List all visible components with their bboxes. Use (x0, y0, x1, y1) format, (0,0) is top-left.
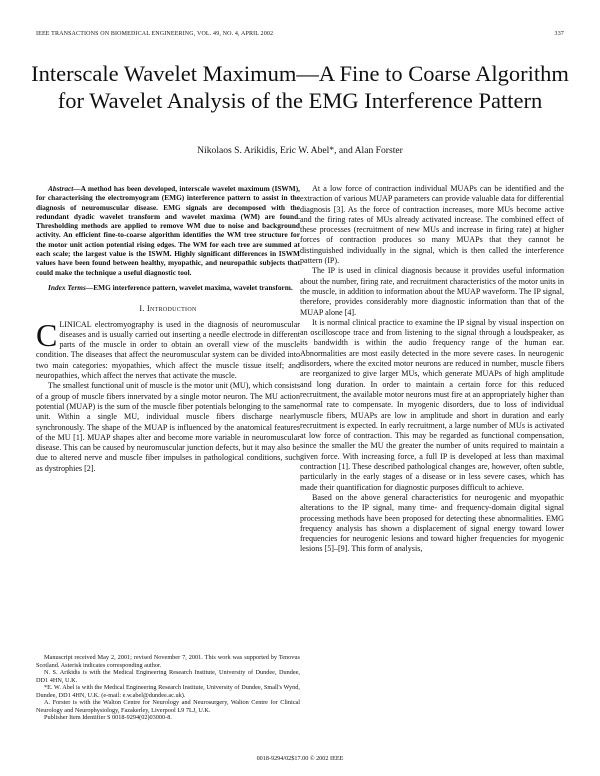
intro-paragraph-1 (36, 316, 300, 382)
body-paragraph: It is normal clinical practice to examine the IP signal by visual inspection on an oscilloscope trace and from listening to the signal through a loudspeaker, as its bandwidth is within the audio frequency range of the human ear. Abnormalities are most easily detected in the more severe cases. In neurogenic disorders, where the excited motor neurons are reduced in number, muscle fibers are reorganized to give larger MUs, which generate MUAPs of high amplitude and long duration. In order to maintain a certain force for this reduced recruitment, the available motor neurons must fire at an appropriately higher than normal rate to compensate. In myogenic disorders, due to loss of individual muscle fibers, MUAPs are low in amplitude and short in duration and early recruitment is expected. In early recruitment, a large number of MUs is activated at low force of contraction. This may be regarded as functional compensation, since the smaller the MU the greater the number of units required to maintain a given force. With increasing force, a full IP is developed at less than maximal contraction [1]. These described pathological changes are, however, often subtle, particularly in the early stages of a disease or in less severe cases, which has made their quantification for diagnostic purposes difficult to achieve. (300, 317, 564, 492)
drop-cap: C (36, 316, 58, 353)
running-header (36, 31, 564, 37)
abstract-text: A method has been developed, interscale wavelet maximum (ISWM), for characterising the electromyogram (EMG) interference pattern to assist in the diagnosis of neuromuscular disease. EMG signals are decomposed with the redundant dyadic wavelet transform and wavelet maxima (WM) are found. Thresholding methods are applied to remove WM due to noise and background activity. An efficient fine-to-coarse algorithm identifies the WM tree structure for the motor unit action potential rising edges. The WM for each tree are summed at each scale; the largest value is the ISWM. Highly significant differences in ISWM values have been found between healthy, myopathic, and neuropathic subjects that could make the technique a useful diagnostic tool. (36, 184, 300, 277)
section-title: Introduction (147, 304, 197, 314)
right-column (300, 184, 564, 555)
page-number: 337 (554, 31, 564, 37)
abstract-label: Abstract— (48, 184, 81, 193)
footnote-item: A. Forster is with the Walton Centre for Neurology and Neurosurgery, Walton Centre for Clinical Neurology and Neurophysiology, Fazakerley, Liverpool L9 7LJ, U.K. (36, 699, 300, 714)
index-terms-text: EMG interference pattern, wavelet maxima, wavelet transform. (93, 282, 293, 292)
footnote-item: Manuscript received May 2, 2001; revised November 7, 2001. This work was supported by Tenovus Scotland. Asterisk indicates corresponding author. (36, 654, 300, 669)
body-paragraph: At a low force of contraction individual MUAPs can be identified and the extraction of various MUAP parameters can provide valuable data for differential diagnosis [3]. As the force of contraction increases, more MUs become active and the firing rates of MUs already activated increase. The combined effect of these processes (recruitment of new MUs and increase in firing rate) at higher forces of contraction produces so many MUAPs that they cannot be distinguished individually in the signal, which is then called the interference pattern (IP). (300, 184, 564, 266)
body-paragraph: The IP is used in clinical diagnosis because it provides useful information about the number, firing rate, and recruitment characteristics of the motor units in the muscle, in addition to information about the MUAP waveform. The IP signal, therefore, provides considerably more diagnostic information than that of the MUAP alone [4]. (300, 266, 564, 317)
intro-paragraph-1-text: LINICAL electromyography is used in the diagnosis of neuromuscular diseases and is usually carried out inserting a needle electrode in different parts of the muscle in order to obtain an overall view of the muscle condition. The diseases that affect the neuromuscular system can be divided into two main categories: myopathies, which affect the muscle tissue itself; and neuropathies, which affect the nerves that activate the muscle. (36, 319, 300, 381)
author-list: Nikolaos S. Arikidis, Eric W. Abel*, and Alan Forster (197, 145, 403, 156)
paper-title: Interscale Wavelet Maximum—A Fine to Coarse Algorithm for Wavelet Analysis of the EMG Interference Pattern (31, 61, 569, 113)
footnote-item: N. S. Arikidis is with the Medical Engineering Research Institute, University of Dundee, Dundee, DD1 4HN, U.K. (36, 669, 300, 684)
section-heading (36, 304, 300, 314)
footnotes (36, 654, 300, 722)
index-terms (36, 283, 300, 292)
intro-paragraph-2: The smallest functional unit of muscle is the motor unit (MU), which consists of a group of muscle fibers innervated by a single motor neuron. The MU action potential (MUAP) is the sum of the muscle fiber potentials belonging to the same unit. Within a single MU, individual muscle fibers discharge nearly synchronously. The shape of the MUAP is influenced by the anatomical features of the MU [1]. MUAP shapes alter and become more variable in neuromuscular disease. This can be caused by neuromuscular junction defects, but it may also be due to altered nerve and muscle fiber impulses in pathological conditions, such as dystrophies [2]. (36, 381, 300, 473)
footnote-item: Publisher Item Identifier S 0018-9294(02)03000-8. (44, 714, 172, 722)
footnote-item: *E. W. Abel is with the Medical Engineering Research Institute, University of Dundee, Small's Wynd, Dundee, DD1 4HN, U.K. (e-mail: e.w.abel@dundee.ac.uk). (36, 684, 300, 699)
index-terms-label: Index Terms— (48, 282, 94, 292)
left-column (36, 184, 300, 474)
abstract (36, 184, 300, 277)
body-paragraph: Based on the above general characteristics for neurogenic and myopathic alterations to the IP signal, many time- and frequency-domain digital signal processing methods have been proposed for detecting these abnormalities. EMG frequency analysis has shown a displacement of signal energy toward lower frequencies for neurogenic lesions and toward higher frequencies for myogenic lesions [5]–[9]. This form of analysis, (300, 492, 564, 554)
section-number: I. (139, 304, 147, 314)
journal-header: IEEE TRANSACTIONS ON BIOMEDICAL ENGINEERING, VOL. 49, NO. 4, APRIL 2002 (36, 31, 274, 37)
copyright-footer: 0018-9294/02$17.00 © 2002 IEEE (256, 755, 344, 762)
